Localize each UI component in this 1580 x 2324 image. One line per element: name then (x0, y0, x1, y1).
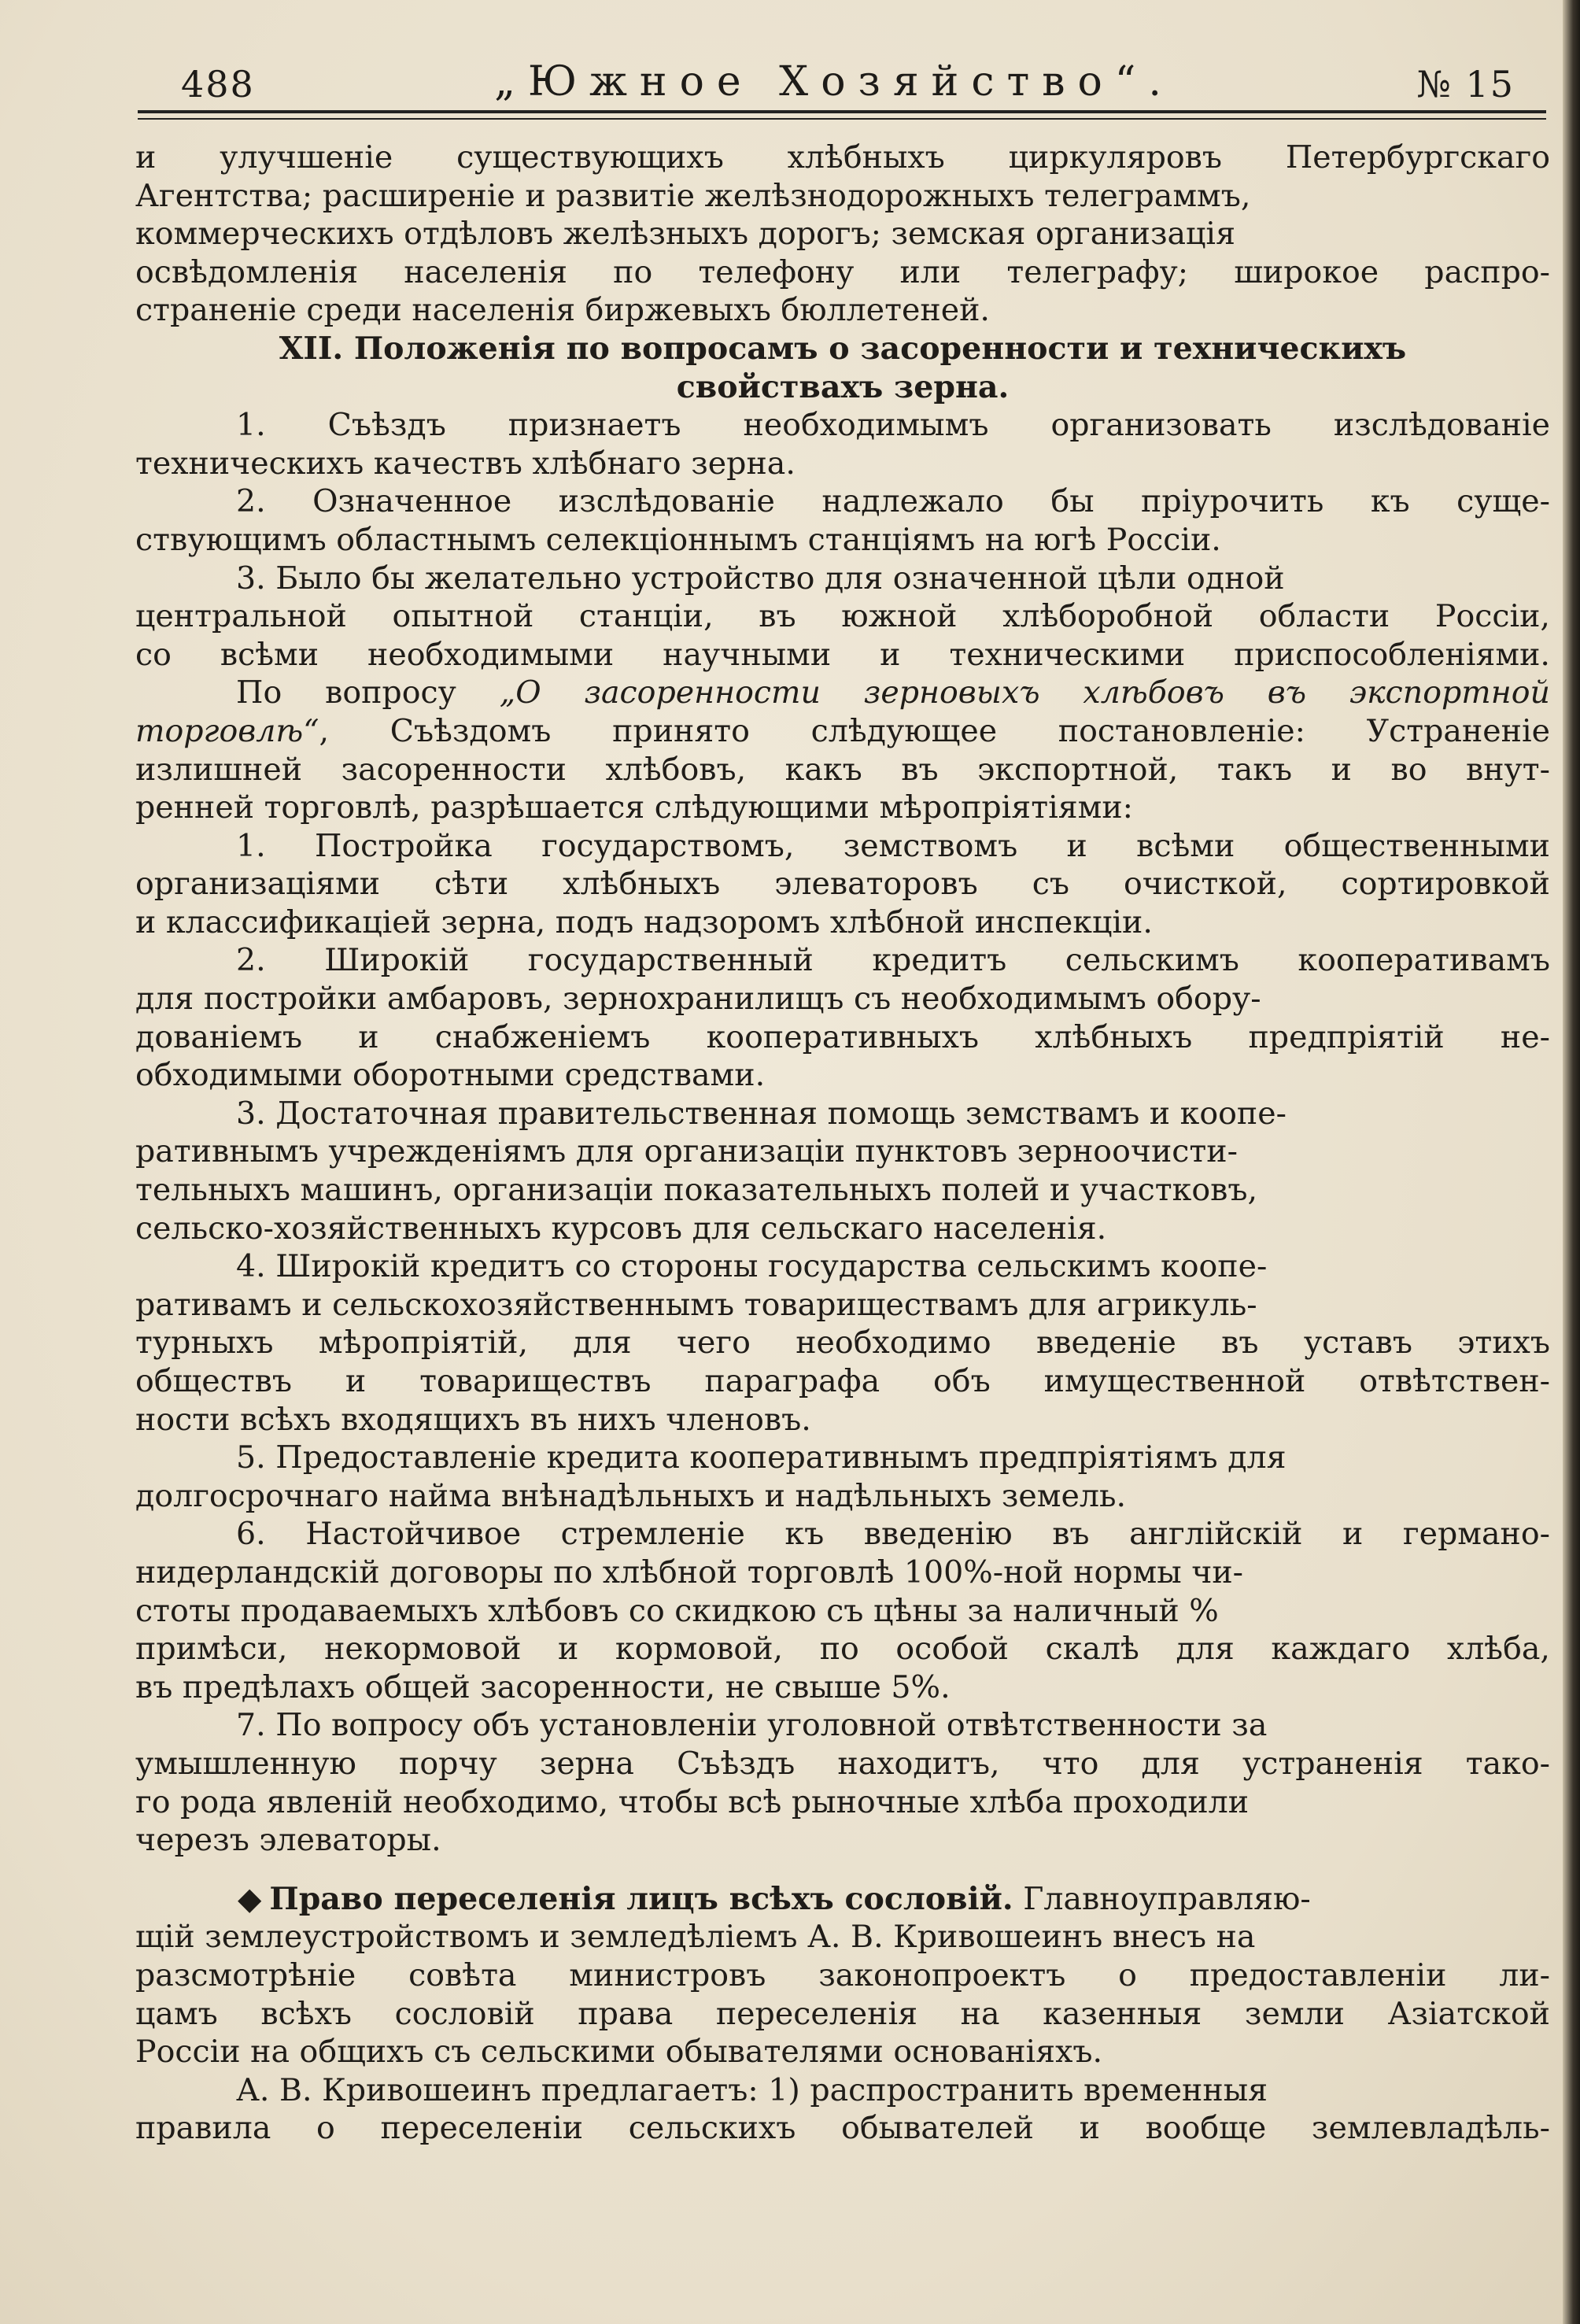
text-line: ративнымъ учрежденіямъ для организаціи пунктовъ зерноочисти- (135, 1133, 1238, 1170)
text-line: 1. Съѣздъ признаетъ необходимымъ организовать изслѣдованіе (236, 407, 1550, 444)
text-line: разсмотрѣніе совѣта министровъ законопроектъ о предоставленіи ли- (135, 1956, 1550, 1993)
text-line: го рода явленій необходимо, чтобы всѣ рыночные хлѣба проходили (135, 1783, 1250, 1820)
ornament-icon: ◆ (238, 1880, 262, 1917)
text-line: коммерческихъ отдѣловъ желѣзныхъ дорогъ; земская организація (135, 216, 1235, 253)
text-line: обществъ и товариществъ параграфа объ имущественной отвѣтствен- (135, 1363, 1550, 1399)
text-line: организаціями сѣти хлѣбныхъ элеваторовъ съ очисткой, сортировкой (135, 866, 1550, 903)
text-line: нидерландскій договоры по хлѣбной торговлѣ 100%-ной нормы чи- (135, 1554, 1244, 1591)
text-line: примѣси, некормовой и кормовой, по особой скалѣ для каждаго хлѣба, (135, 1631, 1550, 1668)
text-line: сельско-хозяйственныхъ курсовъ для сельскаго населенія. (135, 1210, 1107, 1247)
text-line: цамъ всѣхъ сословій права переселенія на казенныя земли Азіатской (135, 1995, 1550, 2032)
text-line: ствующимъ областнымъ селекціоннымъ станціямъ на югѣ Россіи. (135, 521, 1221, 558)
text-line (135, 712, 1550, 751)
text-line: и классификаціей зерна, подъ надзоромъ хлѣбной инспекціи. (135, 903, 1153, 940)
text-line: 3. Достаточная правительственная помощь земствамъ и коопе- (236, 1095, 1287, 1132)
article-title-line (135, 1880, 1550, 1919)
text-run: По вопросу (236, 674, 500, 711)
section-heading-cont: свойствахъ зерна. (676, 368, 1010, 405)
header-rule-thick (138, 110, 1546, 113)
text-line: турныхъ мѣропріятій, для чего необходимо введеніе въ уставъ этихъ (135, 1325, 1550, 1362)
text-line: черезъ элеваторы. (135, 1822, 441, 1859)
page-number: 488 (181, 63, 255, 105)
text-line: дованіемъ и снабженіемъ кооперативныхъ хлѣбныхъ предпріятій не- (135, 1018, 1550, 1055)
page-header (138, 49, 1530, 120)
text-line: излишней засоренности хлѣбовъ, какъ въ экспортной, такъ и во внут- (135, 751, 1550, 788)
text-line: 4. Широкій кредитъ со стороны государства сельскимъ коопе- (236, 1248, 1268, 1285)
text-line: со всѣми необходимыми научными и техническими приспособленіями. (135, 636, 1550, 673)
italic-title: „О засоренности зерновыхъ хлѣбовъ въ экспортной (499, 674, 1550, 711)
text-line: ности всѣхъ входящихъ въ нихъ членовъ. (135, 1401, 811, 1438)
text-run: Главноуправляю- (1013, 1880, 1311, 1917)
page-edge-shadow (1563, 0, 1580, 2324)
text-line: 5. Предоставленіе кредита кооперативнымъ предпріятіямъ для (236, 1439, 1287, 1476)
text-line: Агентства; расширеніе и развитіе желѣзнодорожныхъ телеграммъ, (135, 177, 1251, 214)
text-line: Россіи на общихъ съ сельскими обывателями основаніяхъ. (135, 2034, 1103, 2071)
paragraph-gap (135, 1860, 1550, 1880)
text-line: въ предѣлахъ общей засоренности, не свыше 5%. (135, 1668, 951, 1705)
text-line: умышленную порчу зерна Съѣздъ находитъ, что для устраненія тако- (135, 1745, 1550, 1782)
text-line: страненіе среди населенія биржевыхъ бюллетеней. (135, 292, 990, 329)
article-title: Право переселенія лицъ всѣхъ сословій. (269, 1880, 1013, 1917)
text-line: освѣдомленія населенія по телефону или телеграфу; широкое распро- (135, 253, 1550, 290)
text-line: 2. Широкій государственный кредитъ сельскимъ кооперативамъ (236, 942, 1550, 979)
body-text (135, 139, 1550, 2148)
text-line: центральной опытной станціи, въ южной хлѣборобной области Россіи, (135, 598, 1550, 635)
text-line: для постройки амбаровъ, зернохранилищъ съ необходимымъ обору- (135, 981, 1261, 1018)
text-run: , Съѣздомъ принято слѣдующее постановленіе: Устраненіе (319, 712, 1550, 749)
text-line: 7. По вопросу объ установленіи уголовной отвѣтственности за (236, 1707, 1268, 1744)
text-line: обходимыми оборотными средствами. (135, 1057, 766, 1094)
text-line: 6. Настойчивое стремленіе къ введенію въ англійскій и германо- (236, 1516, 1550, 1553)
text-line: долгосрочнаго найма внѣнадѣльныхъ и надѣльныхъ земель. (135, 1477, 1127, 1514)
text-line: и улучшеніе существующихъ хлѣбныхъ циркуляровъ Петербургскаго (135, 139, 1550, 176)
journal-title: „Южное Хозяйство“. (494, 58, 1174, 105)
text-line: правила о переселеніи сельскихъ обывателей и вообще землевладѣль- (135, 2110, 1550, 2147)
header-rule-thin (138, 118, 1546, 120)
text-line: тельныхъ машинъ, организаціи показательныхъ полей и участковъ, (135, 1172, 1258, 1209)
italic-title-cont: торговлѣ“ (135, 712, 319, 749)
text-line: ренней торговлѣ, разрѣшается слѣдующими мѣропріятіями: (135, 789, 1133, 826)
text-line: щій землеустройствомъ и земледѣліемъ А. В. Кривошеинъ внесъ на (135, 1919, 1256, 1956)
text-line: 2. Означенное изслѣдованіе надлежало бы пріурочить къ суще- (236, 483, 1550, 520)
text-line: ративамъ и сельскохозяйственнымъ товариществамъ для агрикуль- (135, 1286, 1257, 1323)
text-line: 1. Постройка государствомъ, земствомъ и всѣми общественными (236, 827, 1550, 864)
issue-number: № 15 (1416, 63, 1515, 105)
text-line (135, 674, 1550, 712)
text-line: техническихъ качествъ хлѣбнаго зерна. (135, 445, 796, 482)
text-line: А. В. Кривошеинъ предлагаетъ: 1) распространить временныя (236, 2071, 1268, 2108)
section-heading: XII. Положенія по вопросамъ о засоренности и техническихъ (279, 330, 1407, 367)
text-line: 3. Было бы желательно устройство для означенной цѣли одной (236, 560, 1285, 597)
text-line: стоты продаваемыхъ хлѣбовъ со скидкою съ цѣны за наличный % (135, 1592, 1219, 1629)
